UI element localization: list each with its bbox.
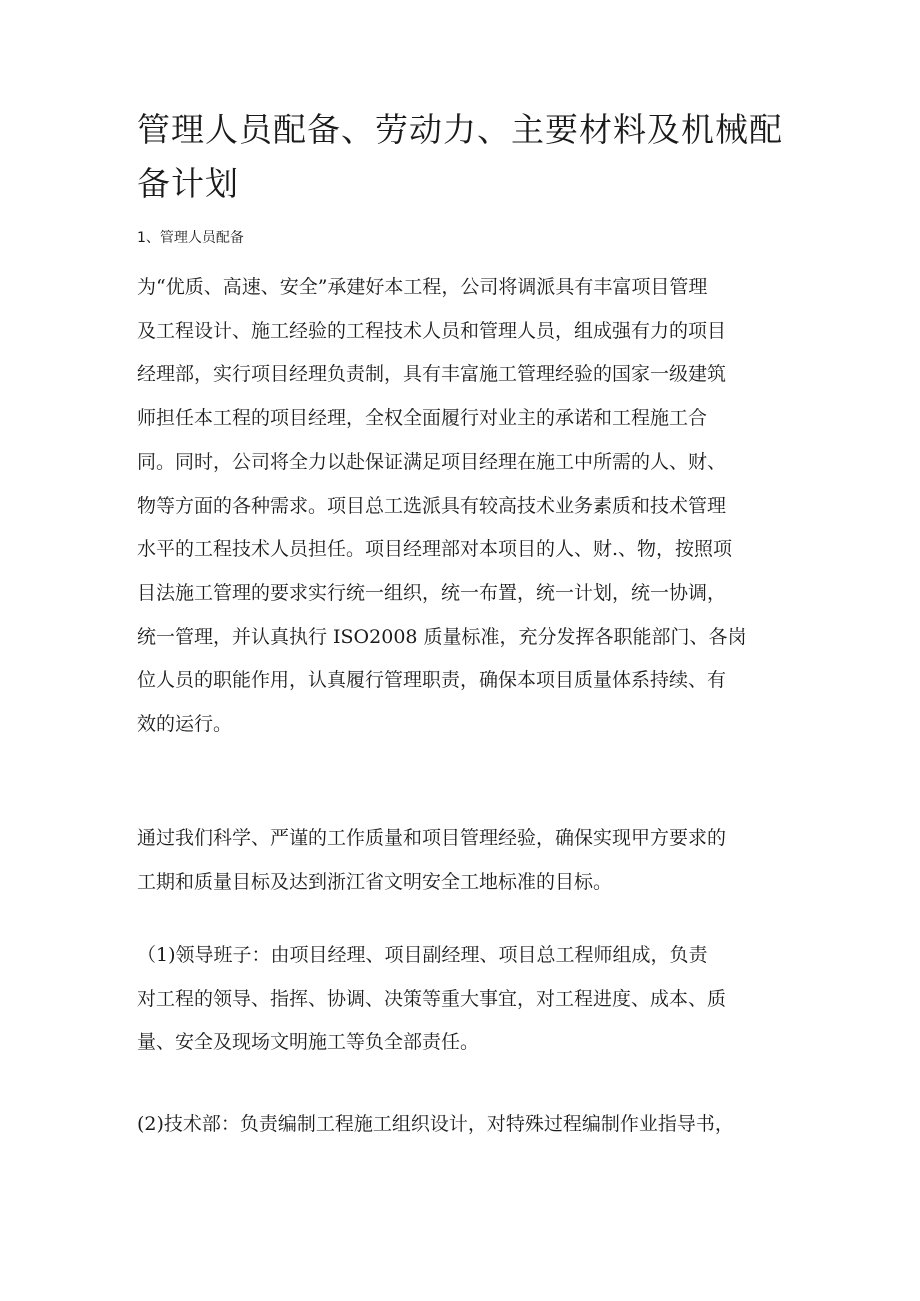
text-line: 同。同时，公司将全力以赴保证满足项目经理在施工中所需的人、财、 [137,450,727,473]
text-line: 经理部，实行项目经理负责制，具有丰富施工管理经验的国家一级建筑 [137,363,727,386]
text-line: 效的运行。 [137,713,233,736]
paragraph-intro [137,266,797,747]
document-title [137,103,787,211]
text-line: 水平的工程技术人员担任。项目经理部对本项目的人、财.、物，按照项 [137,538,733,561]
text-line: 统一管理，并认真执行 ISO2008 质量标准，充分发挥各职能部门、各岗 [137,625,747,648]
text-line: 通过我们科学、严谨的工作质量和项目管理经验，确保实现甲方要求的 [137,827,727,849]
text-line: 量、安全及现场文明施工等负全部责任。 [137,1031,480,1054]
text-line: 对工程的领导、指挥、协调、决策等重大事宜，对工程进度、成本、质 [137,987,727,1010]
text-line: （1)领导班子：由项目经理、项目副经理、项目总工程师组成，负责 [137,944,708,966]
text-line: 及工程设计、施工经验的工程技术人员和管理人员，组成强有力的项目 [137,319,727,342]
paragraph-goals [137,817,797,904]
title-line: 备计划 [137,164,239,203]
text-line: 目法施工管理的要求实行统一组织，统一布置，统一计划，统一协调， [137,581,727,604]
text-line: 工期和质量目标及达到浙江省文明安全工地标准的目标。 [137,870,613,893]
title-line: 管理人员配备、劳动力、主要材料及机械配 [137,110,783,149]
paragraph-leadership [137,934,797,1065]
text-line: 物等方面的各种需求。项目总工选派具有较高技术业务素质和技术管理 [137,494,727,517]
paragraph-technical-dept [137,1103,797,1147]
text-line: 师担任本工程的项目经理，全权全面履行对业主的承诺和工程施工合 [137,407,708,430]
text-line: (2)技术部：负责编制工程施工组织设计，对特殊过程编制作业指导书， [137,1113,734,1135]
text-line: 位人员的职能作用，认真履行管理职责，确保本项目质量体系持续、有 [137,669,727,692]
text-line: 为“优质、高速、安全”承建好本工程，公司将调派具有丰富项目管理 [137,276,708,298]
section-heading: 1、管理人员配备 [137,230,244,246]
